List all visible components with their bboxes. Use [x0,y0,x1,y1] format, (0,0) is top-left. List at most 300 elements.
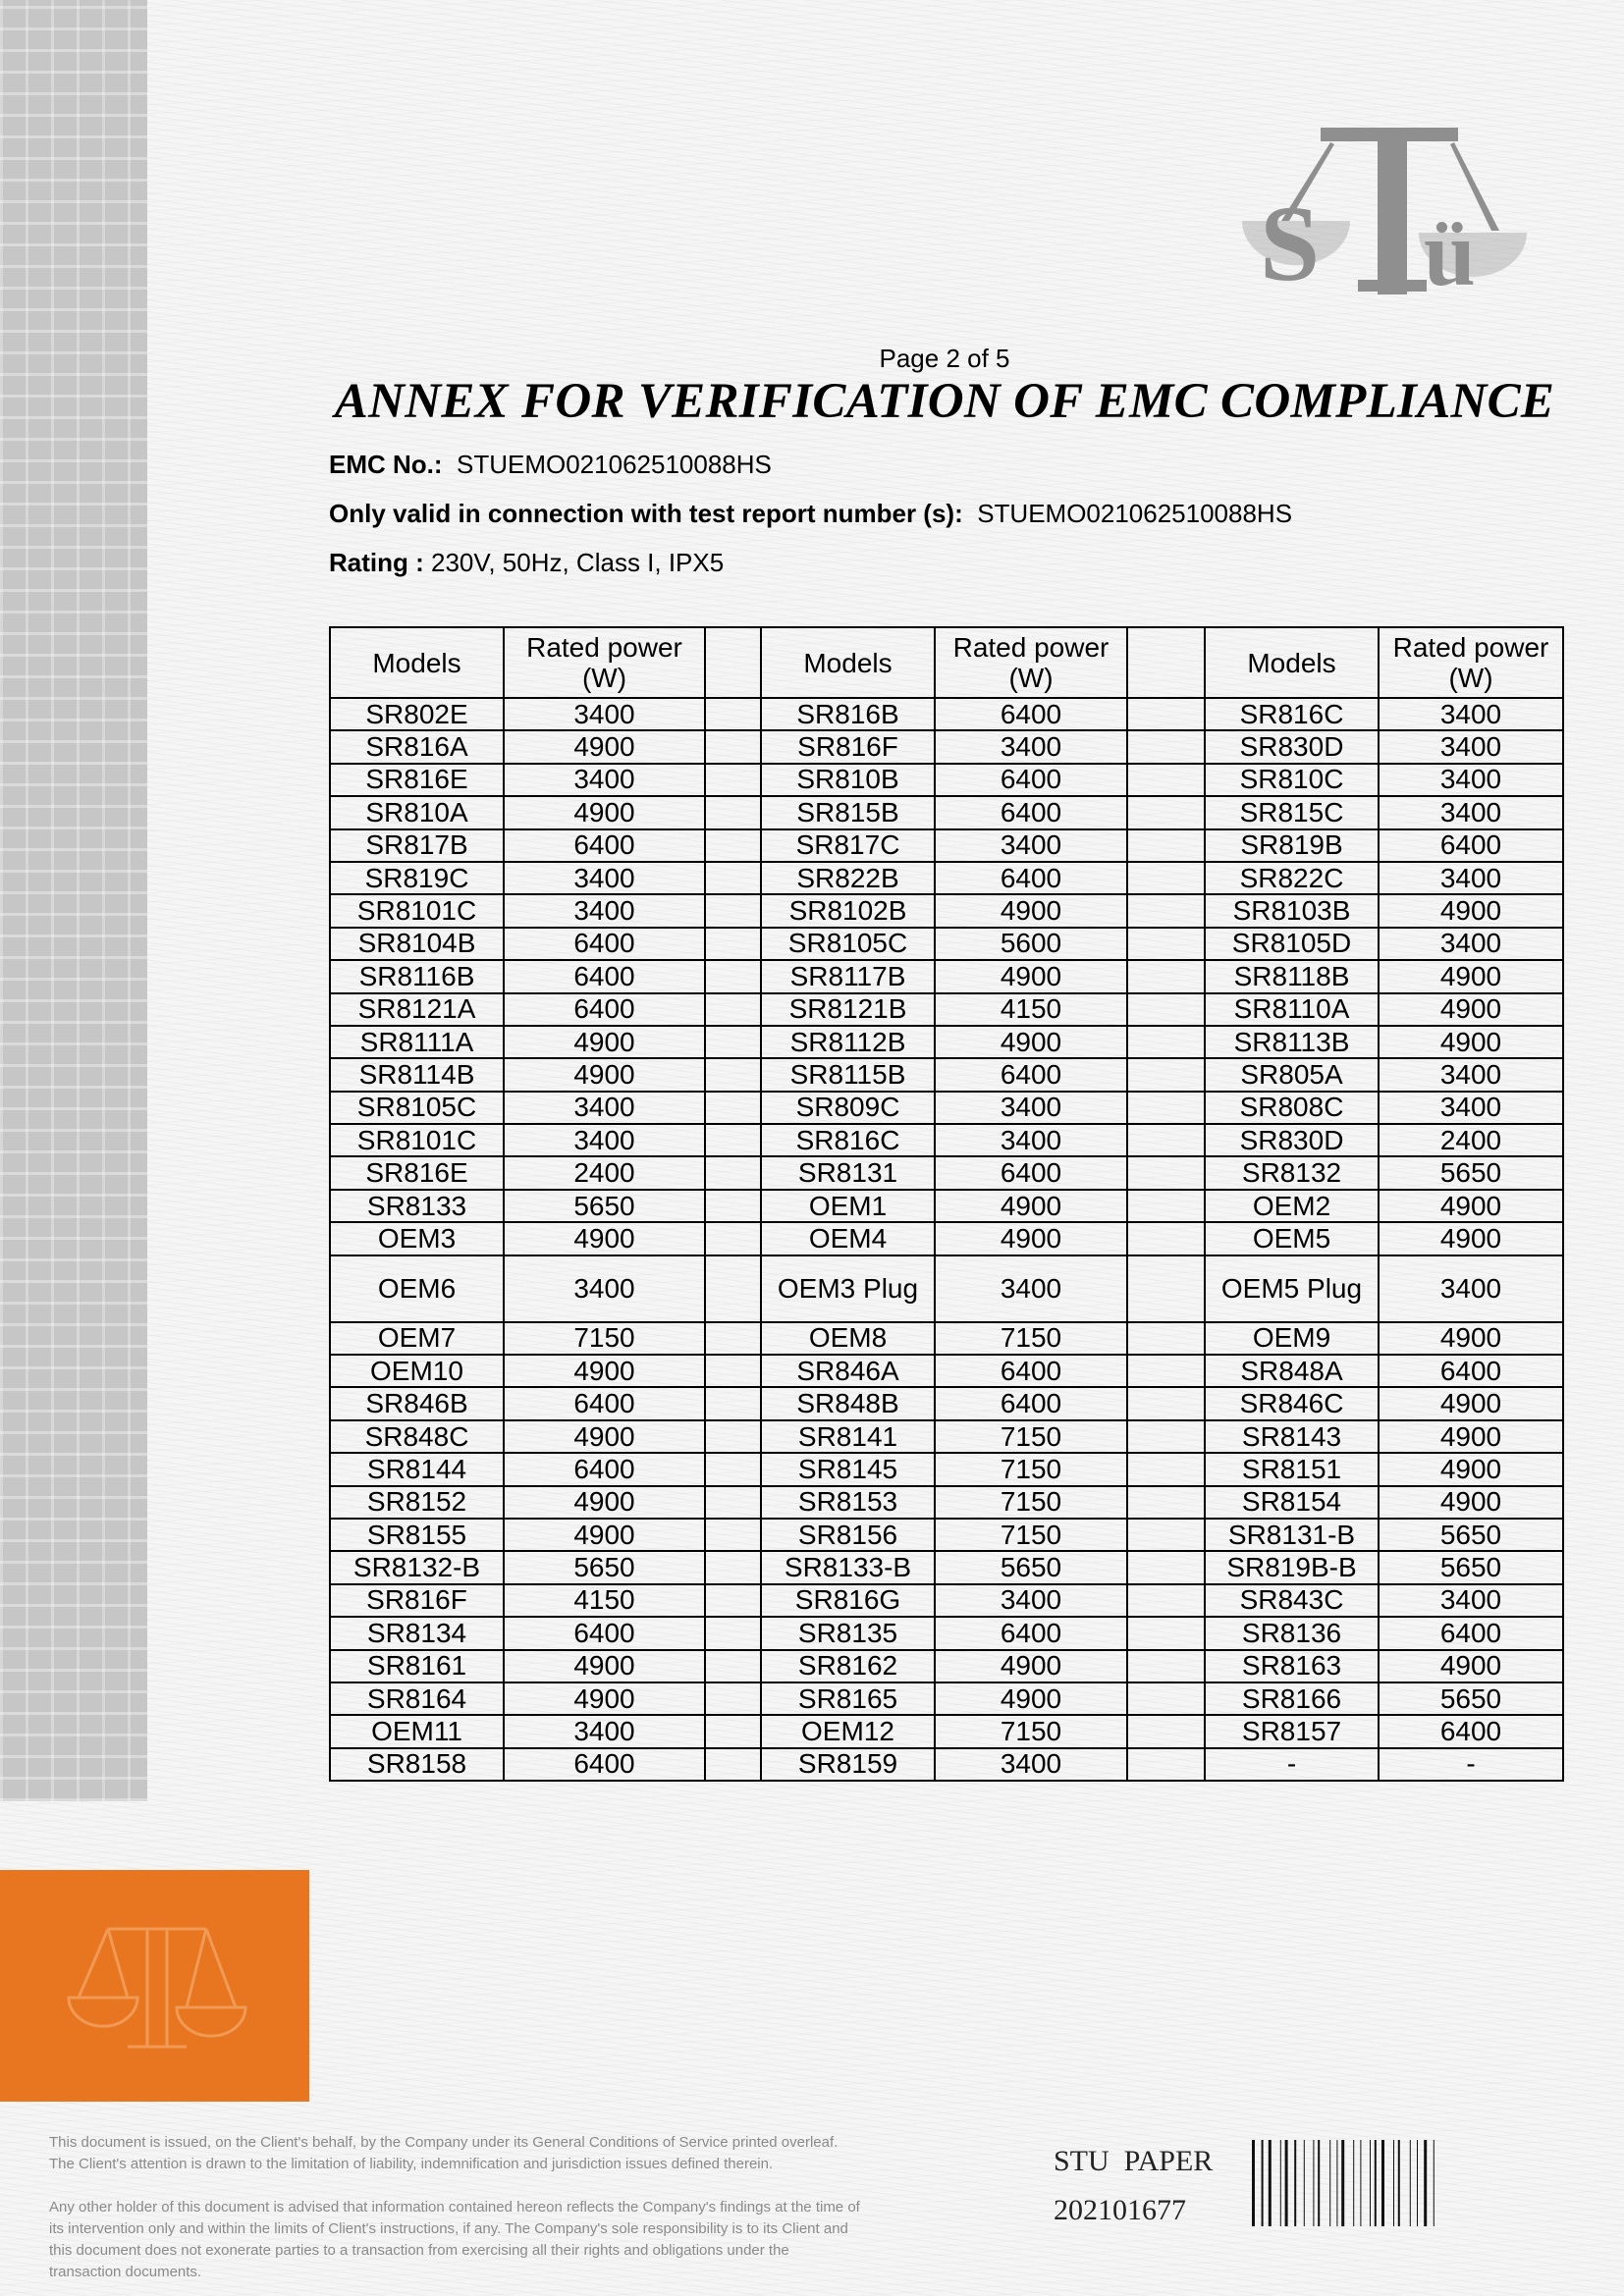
column-gap [1127,796,1205,828]
model-cell: OEM10 [330,1355,504,1387]
model-cell: - [1205,1748,1379,1781]
model-cell: SR808C [1205,1092,1379,1124]
column-gap [705,894,761,927]
model-cell: SR817B [330,829,504,862]
column-gap [705,1584,761,1617]
model-cell: SR8151 [1205,1453,1379,1485]
barcode-bar [1375,2140,1377,2226]
column-gap [1127,1420,1205,1453]
barcode-bar [1269,2140,1272,2226]
paper-number: 202101677 [1054,2194,1186,2226]
model-cell: SR8132-B [330,1551,504,1583]
rated-power-cell: 5650 [504,1190,705,1222]
model-cell: SR8101C [330,894,504,927]
rated-power-cell: 6400 [504,1387,705,1419]
model-cell: SR8102B [761,894,935,927]
column-gap [1127,1519,1205,1551]
rated-power-cell: 6400 [504,993,705,1026]
rated-power-cell: 4150 [935,993,1127,1026]
table-row [330,1026,1563,1058]
rated-power-cell: 4900 [504,1519,705,1551]
rated-power-cell: 4900 [1379,1453,1563,1485]
column-gap [1127,1617,1205,1649]
svg-text:ü: ü [1424,201,1476,304]
model-cell: OEM12 [761,1715,935,1747]
rated-power-cell: 4900 [935,1222,1127,1255]
rated-power-cell: 2400 [1379,1124,1563,1156]
column-gap [705,764,761,796]
paper-label: STU PAPER [1054,2145,1214,2177]
column-gap [705,1420,761,1453]
column-gap [705,1682,761,1715]
model-cell: SR8115B [761,1058,935,1091]
column-gap [705,1551,761,1583]
column-gap [705,1124,761,1156]
model-cell: SR830D [1205,1124,1379,1156]
table-row [330,698,1563,730]
model-cell: SR816E [330,764,504,796]
model-cell: SR8163 [1205,1650,1379,1682]
rated-power-cell: 6400 [1379,1355,1563,1387]
rated-power-cell: 4900 [504,1650,705,1682]
model-cell: SR815B [761,796,935,828]
rated-power-cell: 3400 [504,1255,705,1322]
model-cell: OEM3 [330,1222,504,1255]
column-gap [1127,1255,1205,1322]
rated-power-cell: 6400 [504,928,705,960]
column-gap [705,1322,761,1355]
rated-power-cell: 3400 [1379,1092,1563,1124]
model-cell: SR8133-B [761,1551,935,1583]
rated-power-cell: 6400 [1379,1715,1563,1747]
barcode-bar [1329,2140,1330,2226]
model-cell: SR819C [330,862,504,894]
column-gap [1127,1026,1205,1058]
rated-power-cell: - [1379,1748,1563,1781]
rated-power-cell: 3400 [935,1748,1127,1781]
model-cell: SR8103B [1205,894,1379,927]
table-row [330,1617,1563,1649]
rated-power-cell: 4900 [504,1420,705,1453]
column-gap [1127,894,1205,927]
rating-line [329,548,724,578]
rated-power-cell: 4900 [1379,1650,1563,1682]
table-row [330,1650,1563,1682]
rated-power-cell: 6400 [935,1058,1127,1091]
column-gap [1127,1124,1205,1156]
table-row [330,1715,1563,1747]
column-gap [1127,698,1205,730]
table-row [330,730,1563,763]
model-cell: SR8155 [330,1519,504,1551]
model-cell: SR817C [761,829,935,862]
model-cell: SR8166 [1205,1682,1379,1715]
rated-power-cell: 3400 [935,1255,1127,1322]
model-cell: SR8132 [1205,1156,1379,1189]
rated-power-cell: 6400 [504,829,705,862]
rated-power-cell: 7150 [935,1453,1127,1485]
rated-power-cell: 6400 [935,1617,1127,1649]
barcode-bar [1417,2140,1418,2226]
column-gap [705,862,761,894]
rated-power-cell: 3400 [1379,1255,1563,1322]
rated-power-cell: 5650 [504,1551,705,1583]
rated-power-cell: 3400 [935,1124,1127,1156]
rated-power-cell: 4900 [504,796,705,828]
model-cell: OEM9 [1205,1322,1379,1355]
model-cell: SR8157 [1205,1715,1379,1747]
rated-power-cell: 3400 [1379,730,1563,763]
barcode-bar [1280,2140,1281,2226]
models-table [329,626,1564,1782]
rated-power-cell: 4900 [504,1026,705,1058]
rated-power-cell: 7150 [935,1322,1127,1355]
rated-power-cell: 4150 [504,1584,705,1617]
rated-power-cell: 5650 [1379,1156,1563,1189]
model-cell: SR822C [1205,862,1379,894]
model-cell: SR8101C [330,1124,504,1156]
model-cell: SR816A [330,730,504,763]
rated-power-cell: 4900 [1379,1486,1563,1519]
column-gap [705,829,761,862]
rated-power-cell: 3400 [1379,1584,1563,1617]
model-cell: SR809C [761,1092,935,1124]
column-gap [1127,1650,1205,1682]
model-cell: OEM6 [330,1255,504,1322]
model-cell: SR822B [761,862,935,894]
model-cell: OEM2 [1205,1190,1379,1222]
column-gap [1127,1190,1205,1222]
rated-power-cell: 3400 [935,1092,1127,1124]
rated-power-cell: 6400 [504,1748,705,1781]
table-row [330,764,1563,796]
rated-power-cell: 4900 [1379,1322,1563,1355]
table-row [330,1092,1563,1124]
table-row [330,1486,1563,1519]
rated-power-cell: 6400 [504,1617,705,1649]
header-models-1: Models [330,627,504,698]
column-gap [1127,1486,1205,1519]
rated-power-cell: 6400 [935,796,1127,828]
rated-power-cell: 4900 [1379,1190,1563,1222]
rated-power-cell: 4900 [504,1682,705,1715]
barcode [1252,2140,1480,2226]
model-cell: SR816C [1205,698,1379,730]
column-gap [705,1650,761,1682]
column-gap [1127,730,1205,763]
barcode-bar [1424,2140,1427,2226]
table-row [330,1255,1563,1322]
model-cell: SR816C [761,1124,935,1156]
orange-watermark-block [0,1870,309,2102]
column-gap [705,1355,761,1387]
model-cell: SR8144 [330,1453,504,1485]
table-row [330,1682,1563,1715]
barcode-bar [1294,2140,1296,2226]
rated-power-cell: 4900 [935,960,1127,992]
model-cell: SR815C [1205,796,1379,828]
barcode-bar [1398,2140,1400,2226]
column-gap [705,993,761,1026]
column-gap [705,1255,761,1322]
table-row [330,1584,1563,1617]
model-cell: SR8112B [761,1026,935,1058]
model-cell: SR8136 [1205,1617,1379,1649]
rated-power-cell: 5650 [1379,1519,1563,1551]
table-row [330,796,1563,828]
barcode-bar [1370,2140,1371,2226]
column-gap [1127,1156,1205,1189]
model-cell: SR8105C [761,928,935,960]
rated-power-cell: 6400 [935,1387,1127,1419]
model-cell: SR810C [1205,764,1379,796]
header-power-2: Rated power (W) [935,627,1127,698]
column-gap [1127,1058,1205,1091]
table-row [330,829,1563,862]
header-models-3: Models [1205,627,1379,698]
column-gap [705,928,761,960]
table-row [330,1355,1563,1387]
barcode-bar [1353,2140,1354,2226]
model-cell: OEM1 [761,1190,935,1222]
barcode-bar [1360,2140,1361,2226]
model-cell: SR8145 [761,1453,935,1485]
table-row [330,993,1563,1026]
model-cell: OEM11 [330,1715,504,1747]
rated-power-cell: 6400 [935,862,1127,894]
model-cell: SR8116B [330,960,504,992]
model-cell: SR8117B [761,960,935,992]
header-power-3: Rated power (W) [1379,627,1563,698]
barcode-bar [1318,2140,1320,2226]
column-gap [705,698,761,730]
rated-power-cell: 4900 [1379,1026,1563,1058]
barcode-bar [1341,2140,1344,2226]
rated-power-cell: 4900 [1379,993,1563,1026]
column-gap [1127,1715,1205,1747]
page-number: Page 2 of 5 [879,344,1010,373]
table-row [330,894,1563,927]
barcode-bar [1252,2140,1255,2226]
rated-power-cell: 6400 [1379,829,1563,862]
model-cell: SR802E [330,698,504,730]
model-cell: SR8153 [761,1486,935,1519]
emc-number-value: STUEMO021062510088HS [457,450,772,479]
table-row [330,1453,1563,1485]
column-gap [1127,829,1205,862]
column-gap [705,1156,761,1189]
rated-power-cell: 4900 [504,1486,705,1519]
column-gap [705,1058,761,1091]
model-cell: OEM5 [1205,1222,1379,1255]
header-power-1: Rated power (W) [504,627,705,698]
model-cell: SR816G [761,1584,935,1617]
table-row [330,1156,1563,1189]
model-cell: SR819B-B [1205,1551,1379,1583]
rated-power-cell: 3400 [504,764,705,796]
footer-disclaimer-2: Any other holder of this document is advised that information contained hereon reflects the Company's findings at the time of its intervention only and within the limits of Client's instructions, if any. The Company's sole responsibility is to its Client and this document does not exonerate parties to a transaction from exercising all their rights and obligations under the transaction documents. [49,2199,860,2280]
model-cell: SR8104B [330,928,504,960]
model-cell: SR8154 [1205,1486,1379,1519]
column-gap [1127,1453,1205,1485]
model-cell: SR8131 [761,1156,935,1189]
rated-power-cell: 3400 [504,1092,705,1124]
rated-power-cell: 3400 [1379,698,1563,730]
rated-power-cell: 5650 [1379,1682,1563,1715]
document-title: ANNEX FOR VERIFICATION OF EMC COMPLIANCE [334,374,1555,429]
model-cell: OEM3 Plug [761,1255,935,1322]
model-cell: SR8133 [330,1190,504,1222]
column-gap [1127,1322,1205,1355]
model-cell: SR8105D [1205,928,1379,960]
column-gap [1127,1748,1205,1781]
column-gap [1127,862,1205,894]
left-security-strip [0,0,147,1801]
rated-power-cell: 3400 [504,862,705,894]
model-cell: SR8134 [330,1617,504,1649]
barcode-bar [1304,2140,1305,2226]
stu-watermark-logo [39,1909,265,2066]
model-cell: OEM4 [761,1222,935,1255]
rated-power-cell: 6400 [935,1355,1127,1387]
rated-power-cell: 4900 [504,1222,705,1255]
barcode-bar [1410,2140,1411,2226]
column-gap [1127,1222,1205,1255]
column-gap [705,1486,761,1519]
test-report-value: STUEMO021062510088HS [977,499,1293,528]
footer-line-1: This document is issued, on the Client's behalf, by the Company under its General Conditions of Service printed overleaf. [49,2134,839,2151]
rated-power-cell: 4900 [504,1058,705,1091]
column-gap [1127,960,1205,992]
column-gap [1127,764,1205,796]
model-cell: SR843C [1205,1584,1379,1617]
model-cell: SR8121B [761,993,935,1026]
column-gap [705,1617,761,1649]
model-cell: SR8164 [330,1682,504,1715]
table-row [330,1748,1563,1781]
rated-power-cell: 6400 [935,764,1127,796]
barcode-bar [1434,2140,1435,2226]
table-row [330,1222,1563,1255]
stu-logo [1242,123,1527,304]
table-row [330,1058,1563,1091]
rated-power-cell: 3400 [1379,928,1563,960]
model-cell: SR846B [330,1387,504,1419]
table-row [330,1387,1563,1419]
model-cell: SR8121A [330,993,504,1026]
model-cell: SR8156 [761,1519,935,1551]
model-cell: SR8131-B [1205,1519,1379,1551]
rated-power-cell: 3400 [504,894,705,927]
column-gap [705,1715,761,1747]
rated-power-cell: 4900 [935,1026,1127,1058]
rated-power-cell: 3400 [504,698,705,730]
rated-power-cell: 6400 [935,698,1127,730]
rated-power-cell: 3400 [504,1715,705,1747]
rated-power-cell: 4900 [504,1355,705,1387]
model-cell: SR8105C [330,1092,504,1124]
model-cell: SR848C [330,1420,504,1453]
emc-number-label: EMC No.: [329,450,443,479]
footer-line-2: The Client's attention is drawn to the limitation of liability, indemnification and jurisdiction issues defined therein. [49,2156,774,2172]
barcode-bar [1262,2140,1264,2226]
rated-power-cell: 4900 [504,730,705,763]
model-cell: SR8152 [330,1486,504,1519]
column-gap [1127,993,1205,1026]
test-report-label: Only valid in connection with test report number (s): [329,499,963,528]
model-cell: SR819B [1205,829,1379,862]
header-models-2: Models [761,627,935,698]
column-gap [1127,1355,1205,1387]
table-row [330,1322,1563,1355]
column-gap [1127,1551,1205,1583]
barcode-bar [1381,2140,1384,2226]
table-row [330,1124,1563,1156]
column-gap [705,796,761,828]
column-gap [705,627,761,698]
column-gap [705,1748,761,1781]
model-cell: SR8110A [1205,993,1379,1026]
model-cell: SR8158 [330,1748,504,1781]
model-cell: OEM5 Plug [1205,1255,1379,1322]
column-gap [705,1387,761,1419]
column-gap [1127,928,1205,960]
rated-power-cell: 7150 [504,1322,705,1355]
rated-power-cell: 4900 [935,1650,1127,1682]
rated-power-cell: 4900 [1379,960,1563,992]
rating-value: 230V, 50Hz, Class I, IPX5 [431,548,725,577]
model-cell: SR830D [1205,730,1379,763]
model-cell: SR816E [330,1156,504,1189]
table-header-row [330,627,1563,698]
rated-power-cell: 4900 [935,894,1127,927]
table-row [330,1551,1563,1583]
column-gap [1127,1682,1205,1715]
model-cell: SR816B [761,698,935,730]
column-gap [705,730,761,763]
model-cell: SR8135 [761,1617,935,1649]
model-cell: SR8159 [761,1748,935,1781]
column-gap [1127,1584,1205,1617]
model-cell: SR805A [1205,1058,1379,1091]
table-row [330,1190,1563,1222]
model-cell: SR846C [1205,1387,1379,1419]
column-gap [1127,1092,1205,1124]
model-cell: SR848B [761,1387,935,1419]
rated-power-cell: 3400 [1379,764,1563,796]
model-cell: SR8113B [1205,1026,1379,1058]
rated-power-cell: 4900 [1379,1387,1563,1419]
model-cell: SR848A [1205,1355,1379,1387]
model-cell: SR816F [330,1584,504,1617]
model-cell: OEM8 [761,1322,935,1355]
emc-number-line [329,450,772,480]
footer-disclaimer-1 [49,2132,864,2175]
rated-power-cell: 6400 [504,960,705,992]
table-row [330,928,1563,960]
rated-power-cell: 3400 [1379,1058,1563,1091]
rated-power-cell: 2400 [504,1156,705,1189]
rated-power-cell: 4900 [935,1190,1127,1222]
model-cell: SR810B [761,764,935,796]
rated-power-cell: 5650 [935,1551,1127,1583]
test-report-line [329,499,1292,529]
column-gap [705,1092,761,1124]
table-row [330,1519,1563,1551]
column-gap [1127,627,1205,698]
table-body [330,698,1563,1781]
model-cell: SR846A [761,1355,935,1387]
